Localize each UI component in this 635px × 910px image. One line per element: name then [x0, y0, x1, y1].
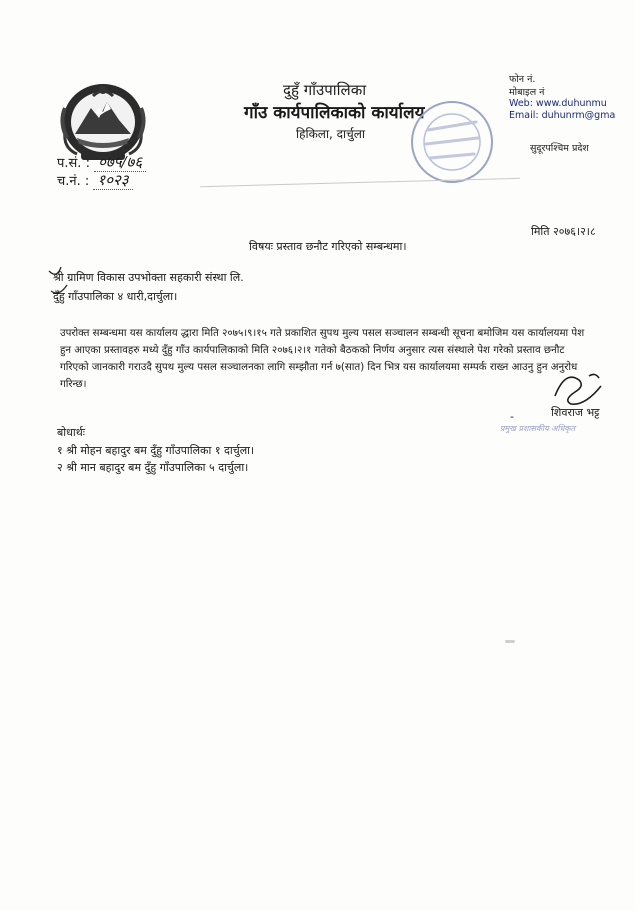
body-line: गरिएको जानकारी गराउदै सुपथ मुल्य पसल सञ्चालनका लागि सम्झौता गर्न ७(सात) दिन भित्र यस कार्यालयमा सम्पर्क राख्न आउनु हुन अनुरोध	[60, 362, 578, 373]
ref-number-row	[57, 152, 146, 172]
letter-date: मिति २०७६।२।८	[531, 225, 596, 238]
body-line: हुन आएका प्रस्तावहरु मध्ये दुँहु गाँउ कार्यपालिकाको मिति २०७६।२।१ गतेको बैठकको निर्णय अनुसार त्यस संस्थाले पेश गरेको प्रस्ताव छनौट	[60, 345, 565, 356]
body-line: उपरोक्त सम्बन्धमा यस कार्यालय द्धारा मिति २०७५।९।१५ गते प्रकाशित सुपथ मुल्य पसल सञ्चालन सम्बन्धी सूचना बमोजिम यस कार्यालयमा पेश	[60, 328, 585, 339]
office-stamp-icon	[398, 92, 506, 192]
contact-web: Web: www.duhunmu	[509, 98, 607, 109]
ref-number-value: ०७५/७६	[94, 153, 146, 172]
office-name: गाँउ कार्यपालिकाको कार्यालय	[244, 103, 425, 123]
signature-dash: -	[510, 410, 514, 423]
cc-title: बोधार्थः	[57, 426, 85, 439]
body-line: गरिन्छ।	[60, 379, 87, 390]
cc-item: २ श्री मान बहादुर बम दुँहु गाँउपालिका ५ दार्चुला।	[57, 461, 249, 474]
reg-number-value: १०२३	[93, 171, 132, 190]
scan-mark	[505, 640, 515, 643]
ref-number-label: प.सं. :	[57, 156, 90, 171]
contact-mobile: मोबाइल नं	[509, 87, 545, 98]
org-name: दुहुँ गाँउपालिका	[283, 81, 367, 99]
letter-subject: विषयः प्रस्ताव छनौट गरिएको सम्बन्धमा।	[249, 240, 407, 253]
contact-email: Email: duhunrm@gma	[509, 110, 616, 121]
signatory-title-stamp: प्रमुख प्रशासकीय अधिकृत	[500, 424, 576, 433]
signatory-name: शिवराज भट्ट	[551, 406, 600, 419]
reg-number-row	[57, 170, 133, 190]
office-address: हिकिला, दार्चुला	[296, 127, 366, 141]
contact-phone: फोन नं.	[509, 74, 536, 85]
cc-item: १ श्री मोहन बहादुर बम दुँहु गाँउपालिका १ दार्चुला।	[57, 444, 255, 457]
recipient-line-2: दुँहु गाँउपालिका ४ धारी,दार्चुला।	[53, 290, 178, 303]
reg-number-label: च.नं. :	[57, 174, 90, 189]
province-name: सुदूरपश्चिम प्रदेश	[530, 143, 589, 154]
recipient-line-1: श्री ग्रामिण विकास उपभोक्ता सहकारी संस्था लि.	[53, 271, 244, 284]
